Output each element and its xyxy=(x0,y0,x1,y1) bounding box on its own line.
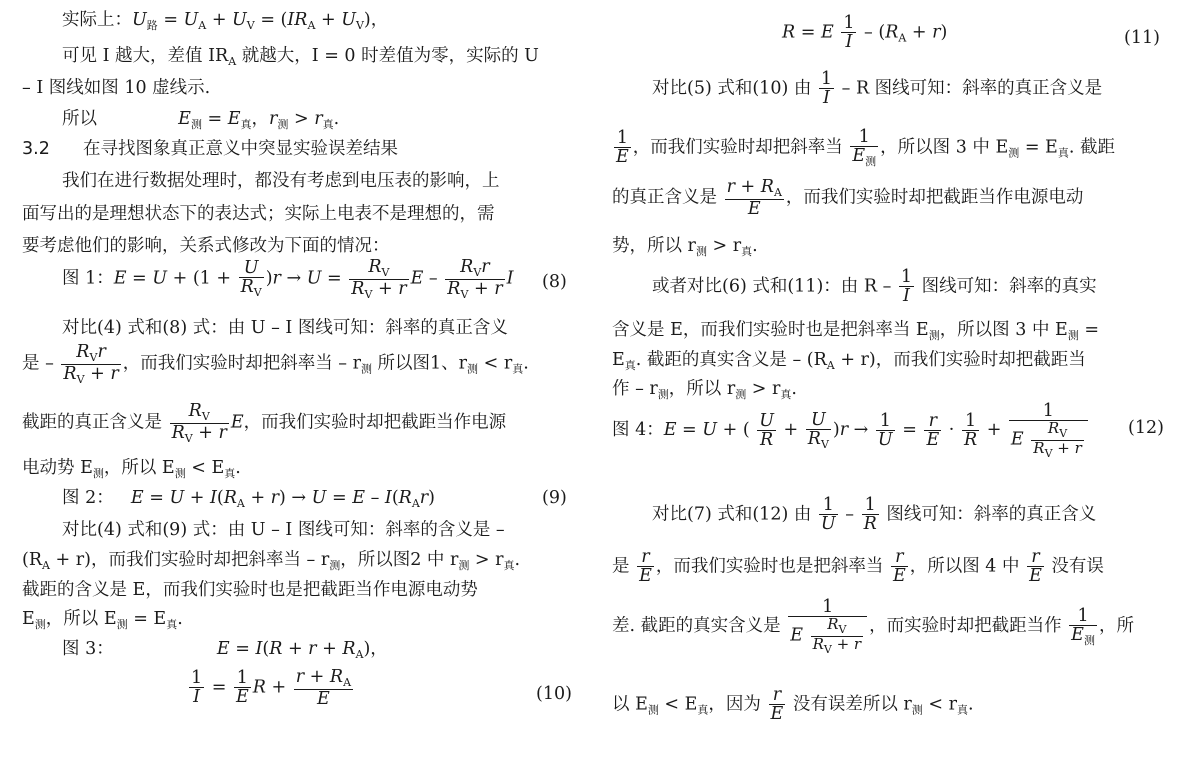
text: 图线可知：斜率的真正含义 xyxy=(880,504,1097,525)
sub: 真 xyxy=(240,118,252,131)
text-line xyxy=(62,171,500,192)
text-line: $E_真$. 截距的真实含义是 – $(R_A + r)$，而我们实验时却把截距当 xyxy=(612,350,1086,372)
text-line xyxy=(612,128,1115,168)
text-line: 电动势 $E_测$，所以 $E_测 < E_真$. xyxy=(22,458,241,480)
text: 图 2： xyxy=(62,488,114,508)
sub: 真 xyxy=(1057,146,1069,160)
text: ，而我们实验时却把斜率当 – r xyxy=(122,353,361,374)
text: ，所 xyxy=(1098,616,1134,637)
equation-number: (8) xyxy=(542,272,567,292)
fraction: $\frac{1}{E_测}$ xyxy=(1071,605,1095,648)
text: 实际上： xyxy=(62,10,132,30)
section-heading xyxy=(22,139,398,160)
fraction: $\frac{1}{E}$ xyxy=(235,668,249,708)
sub: 测 xyxy=(190,118,202,131)
text-line xyxy=(652,70,1102,108)
text: 没有误 xyxy=(1045,556,1104,577)
fraction: 1 E $\frac{R_V}{R_V + r}$ xyxy=(1009,402,1088,459)
text: 图 1： xyxy=(62,268,114,289)
equation-9: 图 2： $E = U + I(R_A + r) \to U = E - I(R_Ar)$ xyxy=(62,488,435,510)
sub: 测 xyxy=(277,118,289,131)
text: < E xyxy=(185,458,225,478)
text-line: $E_测$，所以 $E_测 = E_真$. xyxy=(22,609,183,631)
text: 要考虑他们的影响，关系式修改为下面的情况： xyxy=(22,236,390,256)
text: 图线可知：斜率的真实 xyxy=(916,276,1097,297)
text: 电动势 E xyxy=(22,458,93,478)
text: = E xyxy=(1019,137,1058,158)
fraction: $\frac{R_Vr}{R_V + r}$ xyxy=(447,257,503,301)
text: 就越大，I = 0 时差值为零，实际的 U xyxy=(236,46,539,66)
sub: 测 xyxy=(657,388,669,401)
sub: 真 xyxy=(780,388,792,401)
text: 势，所以 r xyxy=(612,236,696,256)
text-line xyxy=(22,204,495,225)
text: – R 图线可知：斜率的真正含义是 xyxy=(836,78,1103,99)
text-line xyxy=(612,598,1134,655)
text-line: 对比(7) 式和(12) 由 $\frac{1}{U}$ – $\frac{1}{R}$ 图线可知：斜率的真正含义 xyxy=(652,495,1097,535)
text: 没有误差所以 r xyxy=(787,694,912,715)
sub: 路 xyxy=(146,19,158,32)
text: ，而我们实验时也是把斜率当 xyxy=(655,556,884,577)
text: 作 – r xyxy=(612,379,658,399)
equation-8: 图 1：E = U + (1 + $\frac{U}{R_V}$ )r → U = $\frac{R_V}{R_V + r}$ E – $\frac{R_Vr}{R_V + r}$ I xyxy=(62,257,514,301)
text: ，而实验时却把截距当作 xyxy=(869,616,1062,637)
fraction: $\frac{R_V}{R_V + r}$ xyxy=(812,615,862,656)
fraction: $\frac{1}{E}$ xyxy=(616,128,629,168)
fraction: $\frac{1}{I}$ xyxy=(820,69,833,109)
text: 我们在进行数据处理时，都没有考虑到电压表的影响，上 xyxy=(62,171,500,191)
sub: 真 xyxy=(224,467,236,480)
equation-number: (11) xyxy=(1124,28,1160,48)
text: 所以图1、r xyxy=(377,353,468,374)
fraction: $\frac{r + R_A}{E}$ xyxy=(295,667,352,709)
text: 含义是 E，而我们实验时也是把斜率当 E xyxy=(612,320,929,340)
formula-line-actual: 实际上：$U_路 = U_A + U_V = (IR_A + U_V)$， xyxy=(62,10,389,32)
text: + r)，而我们实验时却把截距当 xyxy=(834,350,1086,370)
sub: 测 xyxy=(647,703,659,717)
fraction: $\frac{1}{U}$ xyxy=(877,410,893,451)
sub: 测 xyxy=(34,618,46,631)
equation-11: R = E $\frac{1}{I}$ – $(R_A + r)$ xyxy=(782,13,948,53)
text: < r xyxy=(922,694,957,715)
text-line xyxy=(22,580,478,601)
equation-12: 图 4：E = U + ( $\frac{U}{R}$ + $\frac{U}{R_V}$ )r → $\frac{1}{U}$ = $\frac{r}{E}$ · $\frac{1}{R}$ + 1 E $\frac{R_V}{R_V + r}$ xyxy=(612,402,1090,459)
text: ，而我们实验时却把截距当作电源电动 xyxy=(785,187,1084,208)
text: 可见 I 越大，差值 IR xyxy=(62,46,229,66)
fraction: $\frac{1}{E_测}$ xyxy=(852,127,877,169)
text: ， xyxy=(370,10,389,30)
text: < E xyxy=(658,694,698,715)
fraction: $\frac{r}{E}$ xyxy=(639,547,652,587)
text-line: 势，所以 $r_测 > r_真$. xyxy=(612,236,758,258)
text: 或者对比(6) 式和(11)：由 R – xyxy=(652,276,892,297)
text: ，而我们实验时却把截距当作电源 xyxy=(243,412,507,433)
sub: 真 xyxy=(512,362,524,376)
sub: 真 xyxy=(697,703,709,717)
text: E xyxy=(22,609,35,629)
sub: 测 xyxy=(92,467,104,480)
sub: 测 xyxy=(329,559,341,572)
text: 截距的含义是 E，而我们实验时也是把截距当作电源电动势 xyxy=(22,580,478,600)
text: ，所以 r xyxy=(668,379,736,399)
text-line xyxy=(22,236,390,257)
text-line xyxy=(62,520,505,541)
sub: 测 xyxy=(458,559,470,572)
text-line: 截距的真正含义是 $\frac{R_V}{R_V + r}$ E，而我们实验时却把截距当作电源 xyxy=(22,401,507,445)
fraction: $\frac{U}{R}$ xyxy=(759,410,774,451)
fraction: $\frac{R_Vr}{R_V + r}$ xyxy=(63,342,119,386)
text: = xyxy=(1078,320,1100,340)
text: 对比(4) 式和(8) 式：由 U – I 图线可知：斜率的真正含义 xyxy=(62,318,508,338)
fraction: $\frac{1}{I}$ xyxy=(191,668,203,708)
text: ，所以 E xyxy=(103,458,175,478)
text: > r xyxy=(746,379,781,399)
fraction: $\frac{1}{R}$ xyxy=(963,410,978,451)
equation-10a: 图 3： $E = I(R + r + R_A)$， xyxy=(62,639,388,661)
sub: 测 xyxy=(911,703,923,717)
text-line xyxy=(22,78,210,99)
text: = E xyxy=(127,609,167,629)
sub: 真 xyxy=(956,703,968,717)
fraction: $\frac{1}{U}$ xyxy=(820,495,836,535)
fraction: $\frac{r}{E}$ xyxy=(1029,547,1042,587)
sub: 测 xyxy=(116,618,128,631)
text-line: 作 – $r_测$，所以 $r_测 > r_真$. xyxy=(612,379,797,401)
text: + r)，而我们实验时却把斜率当 – r xyxy=(49,550,330,570)
text: 图 3： xyxy=(62,639,114,659)
formula-line-so: 所以 $E_测 = E_真$，$r_测 > r_真$. xyxy=(62,109,340,131)
text-line xyxy=(612,320,1099,342)
sub: 真 xyxy=(741,245,753,258)
sub: 测 xyxy=(928,329,940,342)
text: ，所以图 3 中 E xyxy=(939,320,1068,340)
text: < r xyxy=(478,353,513,374)
sub: 真 xyxy=(166,618,178,631)
fraction: $\frac{r}{E}$ xyxy=(770,685,784,725)
text: 以 E xyxy=(612,694,648,715)
text: 所以 xyxy=(62,109,97,129)
text: ，因为 xyxy=(708,694,761,715)
text-line: 可见 I 越大，差值 $IR_A$ 就越大，I = 0 时差值为零，实际的 U xyxy=(62,46,539,68)
sub: 测 xyxy=(467,362,479,376)
text: 的真正含义是 xyxy=(612,187,717,208)
text: 是 – xyxy=(22,353,54,374)
text: > r xyxy=(469,550,504,570)
text: ，而我们实验时却把斜率当 xyxy=(632,137,843,158)
sub: 测 xyxy=(1067,329,1079,342)
sub: 测 xyxy=(695,245,707,258)
fraction: $\frac{U}{R_V}$ xyxy=(240,258,262,300)
text: ，所以图2 中 r xyxy=(340,550,459,570)
text-line xyxy=(652,268,1097,306)
equation-10b: $\frac{1}{I}$ = $\frac{1}{E}$ R + $\frac{r + R_A}{E}$ xyxy=(191,667,352,709)
text-line: 是 – $\frac{R_Vr}{R_V + r}$ ，而我们实验时却把斜率当 – $r_测$ 所以图1、$r_测 < r_真$. xyxy=(22,342,529,386)
text: ，所以图 4 中 xyxy=(909,556,1020,577)
sub: 真 xyxy=(624,359,636,372)
section-title: 在寻找图象真正意义中突显实验误差结果 xyxy=(83,139,398,159)
equation-number: (10) xyxy=(536,684,572,704)
text: E xyxy=(612,350,625,370)
fraction: $\frac{r + R_A}{E}$ xyxy=(726,177,782,219)
sub: 真 xyxy=(322,118,334,131)
text: – I 图线如图 10 虚线示. xyxy=(22,78,211,98)
equation-number: (12) xyxy=(1128,418,1164,438)
fraction: $\frac{R_V}{R_V + r}$ xyxy=(171,401,227,445)
text: > r xyxy=(706,236,742,256)
text-line xyxy=(62,318,508,339)
fraction: $\frac{r}{E}$ xyxy=(892,547,906,587)
text: . 截距的真实含义是 – (R xyxy=(635,350,827,370)
equation-number: (9) xyxy=(542,488,567,508)
text: 面写出的是理想状态下的表达式；实际上电表不是理想的，需 xyxy=(22,204,495,224)
text-line xyxy=(612,548,1104,586)
text: 是 xyxy=(612,556,630,577)
sub: 真 xyxy=(503,559,515,572)
text-line: 以 $E_测 < E_真$，因为 $\frac{r}{E}$ 没有误差所以 $r_测 < r_真$. xyxy=(612,685,974,725)
fraction: $\frac{R_V}{R_V + r}$ xyxy=(351,257,407,301)
sub: 测 xyxy=(174,467,186,480)
fraction: 1 E $\frac{R_V}{R_V + r}$ xyxy=(788,598,867,655)
text: 对比(4) 式和(9) 式：由 U – I 图线可知：斜率的含义是 – xyxy=(62,520,505,540)
text-line xyxy=(612,178,1083,218)
sub: 测 xyxy=(1008,146,1020,160)
fraction: $\frac{1}{I}$ xyxy=(900,267,913,307)
fraction: $\frac{R_V}{R_V + r}$ xyxy=(1033,419,1082,460)
text: 对比(7) 式和(12) 由 xyxy=(652,504,812,525)
text: 截距的真正含义是 xyxy=(22,412,162,433)
text: ，所以图 3 中 E xyxy=(880,137,1009,158)
text: (R xyxy=(22,550,43,570)
text: 对比(5) 式和(10) 由 xyxy=(652,78,812,99)
fraction: $\frac{1}{R}$ xyxy=(863,495,877,535)
text: . 截距 xyxy=(1068,137,1115,158)
fraction: $\frac{r}{E}$ xyxy=(926,410,940,451)
sub: 测 xyxy=(360,362,372,376)
section-number: 3.2 xyxy=(22,139,50,159)
text-line: $(R_A + r)$，而我们实验时却把斜率当 – $r_测$，所以图2 中 $r_测 > r_真$. xyxy=(22,550,521,572)
sub: 测 xyxy=(735,388,747,401)
text: 图 4： xyxy=(612,420,664,441)
fraction: $\frac{U}{R_V}$ xyxy=(807,409,829,452)
fraction: $\frac{1}{I}$ xyxy=(843,13,855,53)
text: 差. 截距的真实含义是 xyxy=(612,616,781,637)
text: ，所以 E xyxy=(45,609,117,629)
